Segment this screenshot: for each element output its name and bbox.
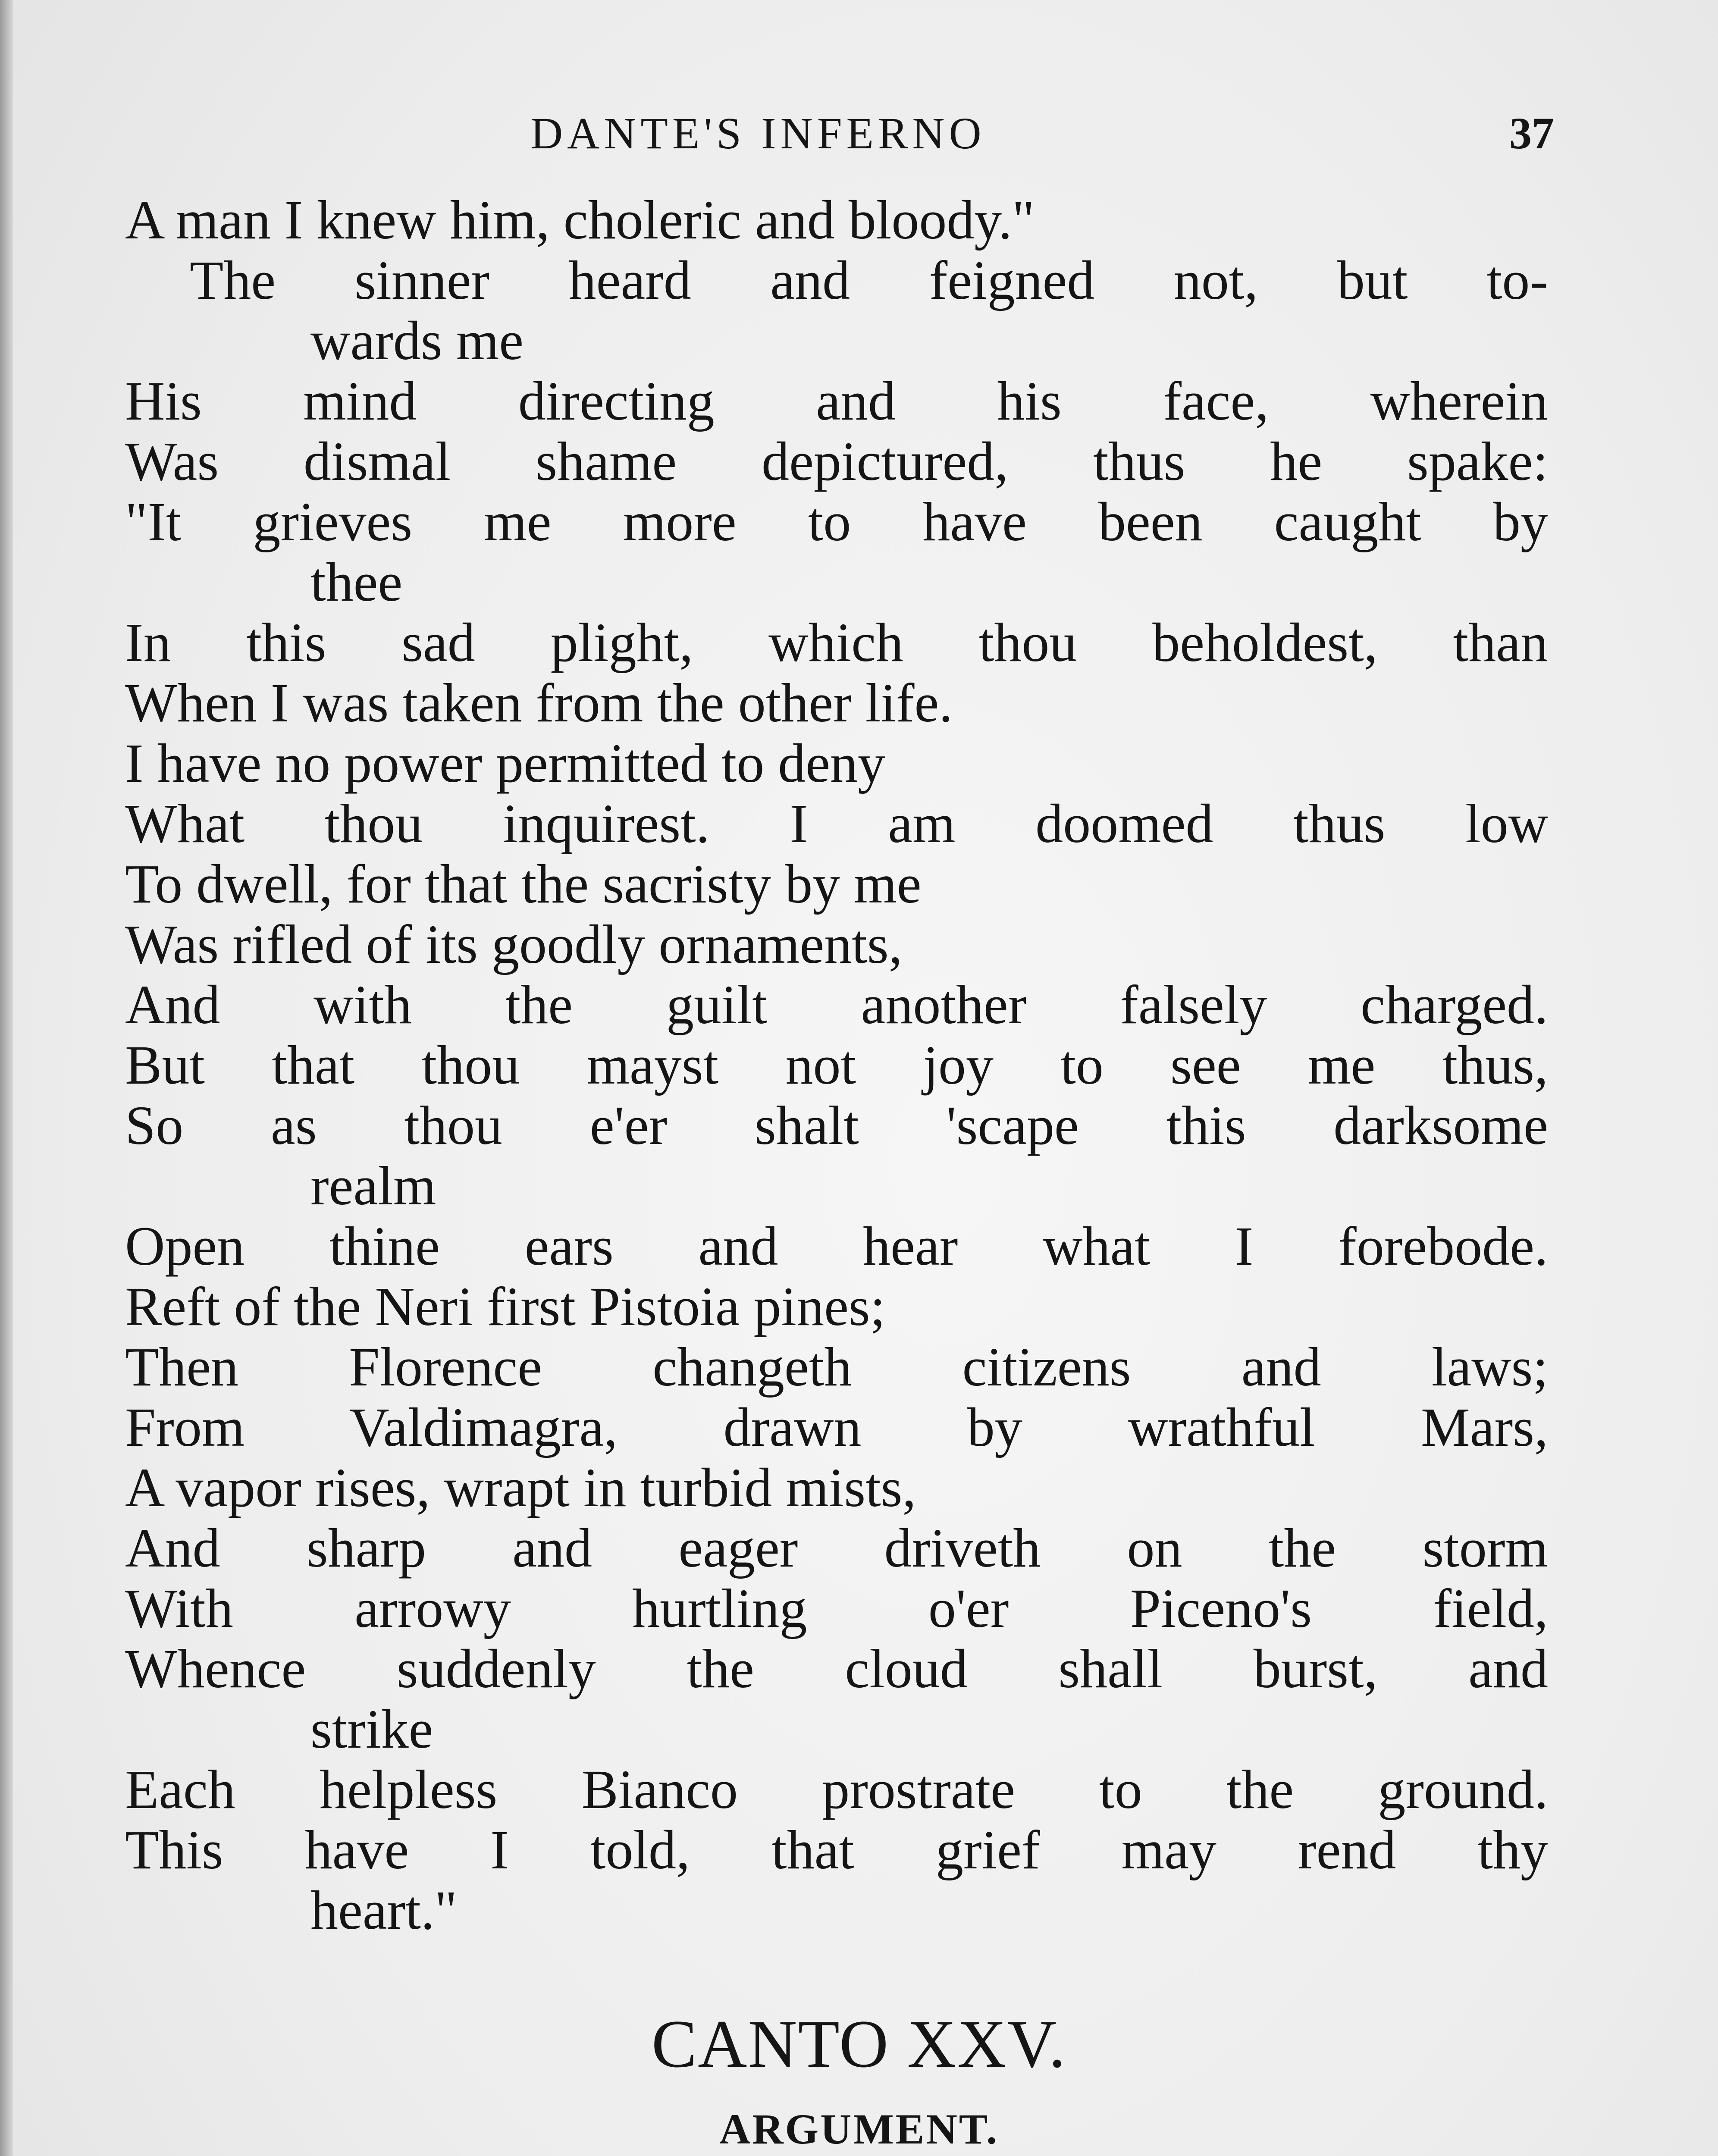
page-header xyxy=(125,99,1554,168)
poem-line: I have no power permitted to deny xyxy=(125,733,885,794)
poem-line: When I was taken from the other life. xyxy=(125,672,953,733)
poem-line: heart." xyxy=(310,1880,458,1941)
poem-line: To dwell, for that the sacristy by me xyxy=(125,853,922,915)
canto-heading: CANTO XXV. xyxy=(651,2006,1067,2082)
poem-line: Each helpless Bianco prostrate to the ground. xyxy=(125,1759,1548,1820)
poem-line: realm xyxy=(310,1155,436,1216)
poem-line: His mind directing and his face, wherein xyxy=(125,370,1548,432)
page-binding-edge xyxy=(0,0,13,2156)
poem-line: A man I knew him, choleric and bloody." xyxy=(125,189,1035,251)
poem-line: Whence suddenly the cloud shall burst, and xyxy=(125,1638,1548,1699)
poem-line: Then Florence changeth citizens and laws; xyxy=(125,1336,1548,1398)
poem-line: strike xyxy=(310,1698,433,1760)
poem-line: Was rifled of its goodly ornaments, xyxy=(125,914,903,975)
poem-line: In this sad plight, which thou beholdest, than xyxy=(125,612,1548,673)
poem-line: With arrowy hurtling o'er Piceno's field, xyxy=(125,1578,1548,1639)
poem-line: And sharp and eager driveth on the storm xyxy=(125,1517,1548,1579)
poem-line: thee xyxy=(310,552,403,613)
poem-line: Open thine ears and hear what I forebode. xyxy=(125,1216,1548,1277)
poem-line: This have I told, that grief may rend thy xyxy=(125,1819,1548,1880)
poem-line: Reft of the Neri first Pistoia pines; xyxy=(125,1276,886,1337)
poem-line: So as thou e'er shalt 'scape this darksome xyxy=(125,1095,1548,1156)
poem-line: What thou inquirest. I am doomed thus low xyxy=(125,793,1548,854)
argument-heading: ARGUMENT. xyxy=(719,2105,999,2153)
poem-line: But that thou mayst not joy to see me thus, xyxy=(125,1034,1548,1096)
poem-line: From Valdimagra, drawn by wrathful Mars, xyxy=(125,1397,1548,1458)
poem-line: Was dismal shame depictured, thus he spake: xyxy=(125,431,1548,492)
poem-line: The sinner heard and feigned not, but to- xyxy=(190,250,1548,311)
poem-line: "It grieves me more to have been caught by xyxy=(125,491,1548,552)
poem-body xyxy=(125,190,1548,1940)
poem-line: A vapor rises, wrapt in turbid mists, xyxy=(125,1457,916,1518)
poem-line: And with the guilt another falsely charged. xyxy=(125,974,1548,1035)
running-title: DANTE'S INFERNO xyxy=(530,109,986,158)
poem-line: wards me xyxy=(310,310,524,371)
page-number: 37 xyxy=(1509,109,1554,158)
